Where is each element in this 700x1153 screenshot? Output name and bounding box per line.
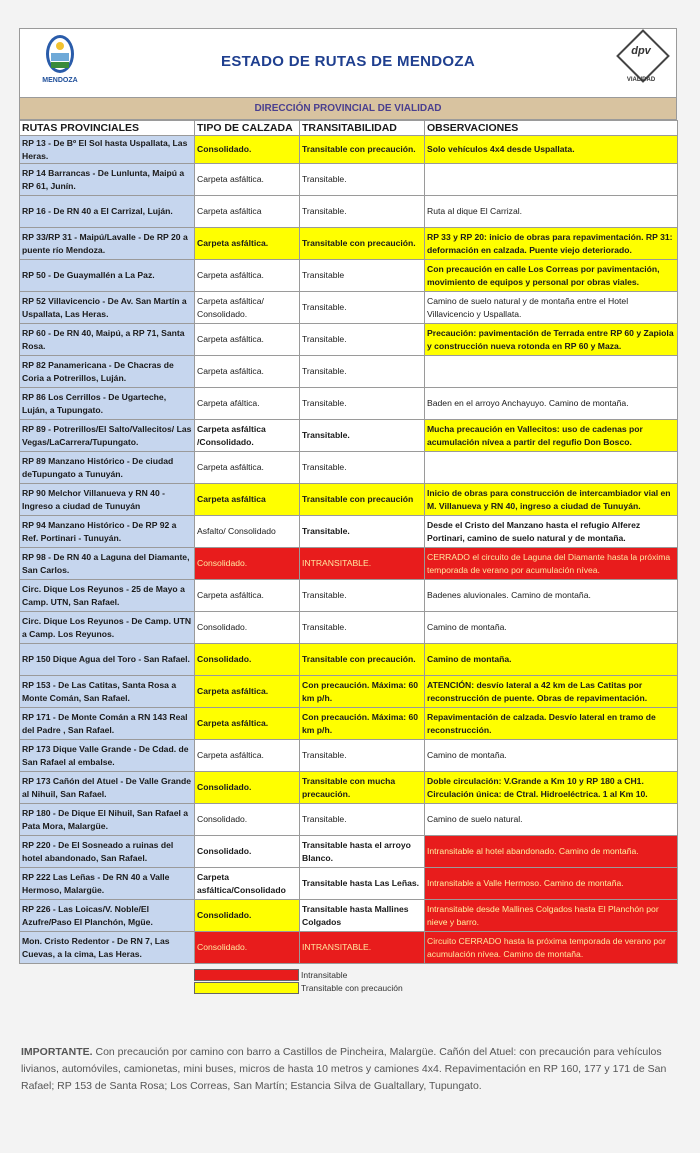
vialidad-logo [616,35,666,91]
route-cell: RP 222 Las Leñas - De RN 40 a Valle Hermoso, Malargüe. [20,868,195,900]
note-text: Con precaución por camino con barro a Castillos de Pincheira, Malargüe. Cañón del Atuel: con precaución para vehículos livianos, automóviles, camionetas, mini buses, micros de hasta 10 metros y camiones 4x4. Repavimentación en RP 160, 177 y 171 de San Rafael; RP 153 de Santa Rosa; Los Correas, San Martín; Estancia Silva de Gualtallary, Tupungato. [21,1046,667,1092]
routes-table [19,120,678,964]
observations-cell: Camino de montaña. [425,644,678,676]
observations-cell: ATENCIÓN: desvío lateral a 42 km de Las Catitas por reconstrucción de puente. Obras de repavimentación. [425,676,678,708]
transit-cell: Transitable con precaución. [300,136,425,164]
observations-cell: CERRADO el circuito de Laguna del Diamante hasta la próxima temporada de verano por acumulación nívea. [425,548,678,580]
surface-cell: Carpeta asfáltica. [195,708,300,740]
surface-cell: Carpeta asfáltica. [195,324,300,356]
table-row [20,164,678,196]
route-cell: Circ. Dique Los Reyunos - De Camp. UTN a Camp. Los Reyunos. [20,612,195,644]
transit-cell: Transitable. [300,356,425,388]
table-row [20,804,678,836]
transit-cell: Transitable con precaución. [300,228,425,260]
route-cell: RP 16 - De RN 40 a El Carrizal, Luján. [20,196,195,228]
legend [194,968,677,994]
route-cell: RP 98 - De RN 40 a Laguna del Diamante, San Carlos. [20,548,195,580]
transit-cell: Transitable. [300,580,425,612]
table-row [20,740,678,772]
route-cell: RP 153 - De Las Catitas, Santa Rosa a Monte Comán, San Rafael. [20,676,195,708]
route-cell: RP 13 - De Bº El Sol hasta Uspallata, Las Heras. [20,136,195,164]
legend-swatch [194,982,299,994]
route-cell: RP 60 - De RN 40, Maipú, a RP 71, Santa Rosa. [20,324,195,356]
transit-cell: Transitable con mucha precaución. [300,772,425,804]
important-note [21,1044,671,1094]
surface-cell: Carpeta asfáltica/ Consolidado. [195,292,300,324]
transit-cell: Transitable. [300,452,425,484]
surface-cell: Consolidado. [195,136,300,164]
surface-cell: Carpeta asfáltica. [195,164,300,196]
route-cell: RP 173 Cañón del Atuel - De Valle Grande al Nihuil, San Rafael. [20,772,195,804]
surface-cell: Consolidado. [195,932,300,964]
col-header-observations: OBSERVACIONES [425,121,678,136]
route-cell: RP 14 Barrancas - De Lunlunta, Maipú a RP 61, Junín. [20,164,195,196]
table-row [20,292,678,324]
observations-cell: Baden en el arroyo Anchayuyo. Camino de montaña. [425,388,678,420]
logo-caption: MENDOZA [42,77,78,84]
transit-cell: Con precaución. Máxima: 60 km p/h. [300,676,425,708]
observations-cell: Camino de suelo natural y de montaña entre el Hotel Villavicencio y Uspallata. [425,292,678,324]
transit-cell: Transitable. [300,420,425,452]
surface-cell: Consolidado. [195,900,300,932]
transit-cell: Transitable. [300,388,425,420]
table-row [20,708,678,740]
observations-cell: Camino de suelo natural. [425,804,678,836]
transit-cell: Transitable. [300,164,425,196]
surface-cell: Consolidado. [195,836,300,868]
transit-cell: Transitable. [300,804,425,836]
surface-cell: Consolidado. [195,644,300,676]
observations-cell: Intransitable desde Mallines Colgados hasta El Planchón por nieve y barro. [425,900,678,932]
surface-cell: Consolidado. [195,804,300,836]
table-row [20,324,678,356]
transit-cell: Transitable. [300,196,425,228]
transit-cell: Transitable hasta Mallines Colgados [300,900,425,932]
transit-cell: Transitable. [300,740,425,772]
route-cell: RP 226 - Las Loicas/V. Noble/El Azufre/Paso El Planchón, Mgüe. [20,900,195,932]
table-row [20,580,678,612]
table-row [20,388,678,420]
surface-cell: Carpeta asfáltica. [195,580,300,612]
route-cell: RP 94 Manzano Histórico - De RP 92 a Ref. Portinari - Tunuyán. [20,516,195,548]
observations-cell: Intransitable a Valle Hermoso. Camino de montaña. [425,868,678,900]
table-row [20,932,678,964]
route-cell: RP 86 Los Cerrillos - De Ugarteche, Luján, a Tupungato. [20,388,195,420]
observations-cell [425,452,678,484]
table-row [20,612,678,644]
route-status-sheet [19,28,677,994]
col-header-routes: RUTAS PROVINCIALES [20,121,195,136]
table-row [20,196,678,228]
transit-cell: INTRANSITABLE. [300,932,425,964]
legend-swatch [194,969,299,981]
table-row [20,260,678,292]
transit-cell: Transitable. [300,612,425,644]
route-cell: RP 180 - De Dique El Nihuil, San Rafael a Pata Mora, Malargüe. [20,804,195,836]
observations-cell: Repavimentación de calzada. Desvío lateral en tramo de reconstrucción. [425,708,678,740]
observations-cell: Intransitable al hotel abandonado. Camino de montaña. [425,836,678,868]
observations-cell: Con precaución en calle Los Correas por pavimentación, movimiento de equipos y personal por obras viales. [425,260,678,292]
observations-cell: Ruta al dique El Carrizal. [425,196,678,228]
surface-cell: Carpeta asfáltica /Consolidado. [195,420,300,452]
observations-cell: Camino de montaña. [425,740,678,772]
col-header-surface: TIPO DE CALZADA [195,121,300,136]
table-row [20,484,678,516]
observations-cell: Circuito CERRADO hasta la próxima temporada de verano por acumulación nívea. Camino de montaña. [425,932,678,964]
route-cell: RP 150 Dique Agua del Toro - San Rafael. [20,644,195,676]
surface-cell: Asfalto/ Consolidado [195,516,300,548]
transit-cell: Transitable. [300,516,425,548]
transit-cell: Transitable con precaución [300,484,425,516]
route-cell: RP 90 Melchor Villanueva y RN 40 - Ingreso a ciudad de Tunuyán [20,484,195,516]
dpv-logo-mark: dpv [631,45,651,57]
surface-cell: Carpeta afáltica. [195,388,300,420]
table-row [20,548,678,580]
route-cell: RP 89 Manzano Histórico - De ciudad deTupungato a Tunuyán. [20,452,195,484]
table-row [20,772,678,804]
surface-cell: Carpeta asfáltica. [195,676,300,708]
table-row [20,644,678,676]
route-cell: RP 82 Panamericana - De Chacras de Coria a Potrerillos, Luján. [20,356,195,388]
table-row [20,228,678,260]
col-header-transit: TRANSITABILIDAD [300,121,425,136]
transit-cell: Transitable hasta el arroyo Blanco. [300,836,425,868]
subtitle: DIRECCIÓN PROVINCIAL DE VIALIDAD [19,98,677,120]
observations-cell: Doble circulación: V.Grande a Km 10 y RP 180 a CH1. Circulación única: de Ctral. Hidroeléctrica. 1 al Km 10. [425,772,678,804]
transit-cell: Transitable [300,260,425,292]
legend-item-intransitable [194,968,677,981]
transit-cell: Transitable hasta Las Leñas. [300,868,425,900]
legend-label: Intransitable [301,969,348,980]
surface-cell: Consolidado. [195,612,300,644]
surface-cell: Carpeta asfáltica [195,196,300,228]
note-lead: IMPORTANTE. [21,1046,93,1058]
transit-cell: Transitable. [300,292,425,324]
route-cell: RP 173 Dique Valle Grande - De Cdad. de San Rafael al embalse. [20,740,195,772]
transit-cell: Transitable. [300,324,425,356]
observations-cell: Badenes aluvionales. Camino de montaña. [425,580,678,612]
table-row [20,356,678,388]
surface-cell: Consolidado. [195,772,300,804]
observations-cell: Desde el Cristo del Manzano hasta el refugio Alferez Portinari, camino de suelo natural y de montaña. [425,516,678,548]
table-row [20,516,678,548]
surface-cell: Consolidado. [195,548,300,580]
surface-cell: Carpeta asfáltica. [195,356,300,388]
observations-cell: Precaución: pavimentación de Terrada entre RP 60 y Zapiola y construcción nueva rotonda en RP 60 y Maza. [425,324,678,356]
observations-cell: Solo vehículos 4x4 desde Uspallata. [425,136,678,164]
table-row [20,452,678,484]
table-header-row [20,121,678,136]
route-cell: RP 52 Villavicencio - De Av. San Martín a Uspallata, Las Heras. [20,292,195,324]
surface-cell: Carpeta asfáltica [195,484,300,516]
surface-cell: Carpeta asfáltica. [195,228,300,260]
page-title: ESTADO DE RUTAS DE MENDOZA [221,53,475,70]
transit-cell: Transitable con precaución. [300,644,425,676]
transit-cell: INTRANSITABLE. [300,548,425,580]
route-cell: RP 33/RP 31 - Maipú/Lavalle - De RP 20 a puente río Mendoza. [20,228,195,260]
observations-cell: Inicio de obras para construcción de intercambiador vial en M. Villanueva y RN 40, ingreso a ciudad de Tunuyán. [425,484,678,516]
observations-cell: Camino de montaña. [425,612,678,644]
transit-cell: Con precaución. Máxima: 60 km p/h. [300,708,425,740]
observations-cell [425,356,678,388]
legend-label: Transitable con precaución [301,982,403,993]
observations-cell [425,164,678,196]
surface-cell: Carpeta asfáltica. [195,260,300,292]
table-row [20,420,678,452]
route-cell: RP 89 - Potrerillos/El Salto/Vallecitos/ Las Vegas/LaCarrera/Tupungato. [20,420,195,452]
vialidad-caption: VIALIDAD [626,77,656,83]
observations-cell: RP 33 y RP 20: inicio de obras para repavimentación. RP 31: deformación en calzada. Puente viejo deteriorado. [425,228,678,260]
route-cell: Mon. Cristo Redentor - De RN 7, Las Cuevas, a la cima, Las Heras. [20,932,195,964]
legend-item-precaution [194,981,677,994]
route-cell: RP 171 - De Monte Comán a RN 143 Real del Padre , San Rafael. [20,708,195,740]
table-row [20,900,678,932]
observations-cell: Mucha precaución en Vallecitos: uso de cadenas por acumulación nívea a partir del regufio Don Bosco. [425,420,678,452]
surface-cell: Carpeta asfáltica/Consolidado [195,868,300,900]
surface-cell: Carpeta asfáltica. [195,740,300,772]
table-row [20,836,678,868]
route-cell: Circ. Dique Los Reyunos - 25 de Mayo a Camp. UTN, San Rafael. [20,580,195,612]
route-cell: RP 220 - De El Sosneado a ruinas del hotel abandonado, San Rafael. [20,836,195,868]
table-row [20,136,678,164]
table-row [20,868,678,900]
surface-cell: Carpeta asfáltica. [195,452,300,484]
header [19,28,677,98]
route-cell: RP 50 - De Guaymallén a La Paz. [20,260,195,292]
table-row [20,676,678,708]
